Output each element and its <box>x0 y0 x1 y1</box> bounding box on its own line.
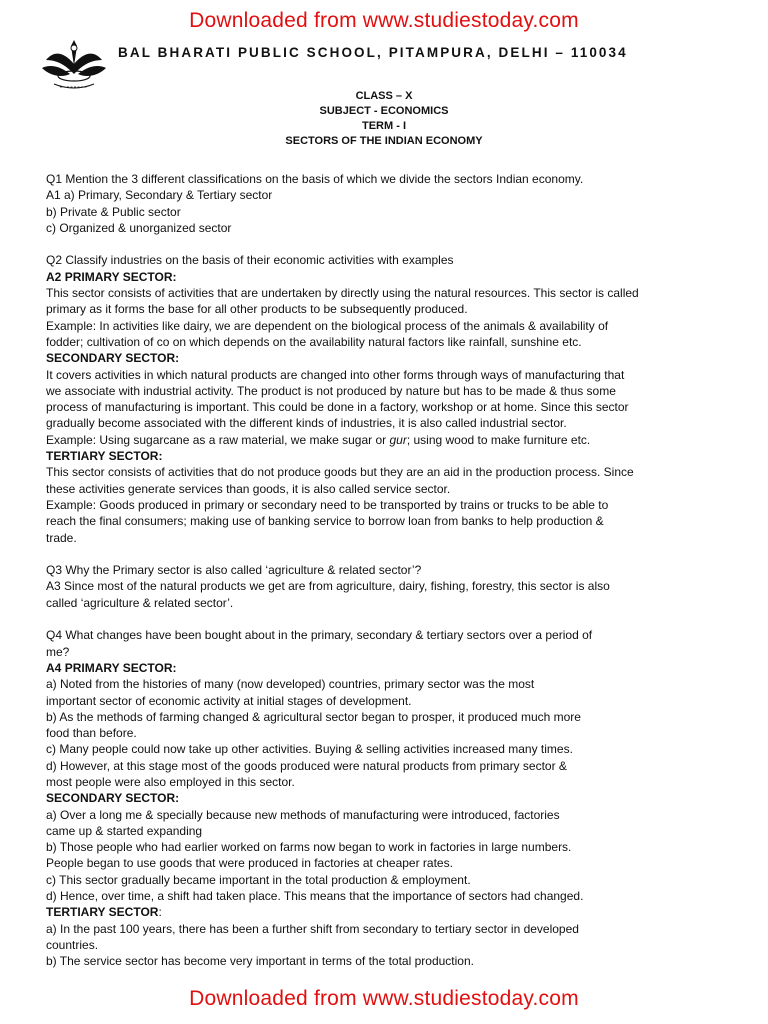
q2-primary-heading: A2 PRIMARY SECTOR: <box>46 269 177 284</box>
q4-tertiary-line: a) In the past 100 years, there has been a further shift from secondary to tertiary sector in developed <box>46 921 579 936</box>
q1-answer-line: b) Private & Public sector <box>46 204 181 219</box>
download-banner-bottom[interactable] <box>0 987 768 1011</box>
school-emblem-icon <box>40 38 108 94</box>
q4-tertiary-heading: TERTIARY SECTOR: <box>46 905 162 920</box>
gur-term: gur <box>389 432 407 447</box>
q2-tertiary-line: This sector consists of activities that do not produce goods but they are an aid in the production process. Since <box>46 465 634 480</box>
q2-question: Q2 Classify industries on the basis of their economic activities with examples <box>46 253 454 268</box>
q2-secondary-line: we associate with industrial activity. The product is not produced by nature but has to be made & thus some <box>46 383 616 398</box>
q2-answer-label: A2 <box>46 269 65 284</box>
q4-secondary-line: c) This sector gradually became important in the total production & employment. <box>46 872 471 887</box>
q4-answer-label: A4 <box>46 660 65 675</box>
q4-secondary-line: came up & started expanding <box>46 823 203 838</box>
q2-tertiary-line: Example: Goods produced in primary or secondary need to be transported by trains or trucks to be able to <box>46 497 609 512</box>
q4-secondary-line: a) Over a long me & specially because new methods of manufacturing were introduced, factories <box>46 807 560 822</box>
q4-secondary-line: b) Those people who had earlier worked on farms now began to work in factories in large numbers. <box>46 840 572 855</box>
class-line: CLASS – X <box>355 90 413 102</box>
q4-question: me? <box>46 644 70 659</box>
q2-secondary-line: It covers activities in which natural products are changed into other forms through ways of manufacturing that <box>46 367 625 382</box>
document-title: SECTORS OF THE INDIAN ECONOMY <box>285 135 483 147</box>
subject-line: SUBJECT - ECONOMICS <box>319 105 449 117</box>
q2-primary-line: fodder; cultivation of co on which depends on the availability natural factors like rainfall, sunshine etc. <box>46 334 582 349</box>
q2-secondary-line: process of manufacturing is important. This could be done in a factory, workshop or at home. Since this sector <box>46 400 629 415</box>
q4-primary-line: a) Noted from the histories of many (now developed) countries, primary sector was the most <box>46 677 535 692</box>
q2-secondary-example: Example: Using sugarcane as a raw material, we make sugar or gur; using wood to make furniture etc. <box>46 432 591 447</box>
q4-primary-line: b) As the methods of farming changed & agricultural sector began to prosper, it produced much more <box>46 709 581 724</box>
q4-question: Q4 What changes have been bought about in the primary, secondary & tertiary sectors over a period of <box>46 628 593 643</box>
q4-primary-heading: A4 PRIMARY SECTOR: <box>46 660 177 675</box>
q4-primary-line: most people were also employed in this sector. <box>46 774 295 789</box>
banner-bottom-link[interactable]: Downloaded from www.studiestoday.com <box>189 987 579 1010</box>
q4-secondary-line: People began to use goods that were produced in factories at cheaper rates. <box>46 856 453 871</box>
q4-tertiary-line: countries. <box>46 937 99 952</box>
q4-primary-line: important sector of economic activity at initial stages of development. <box>46 693 412 708</box>
q2-tertiary-line: reach the final consumers; making use of banking service to borrow loan from banks to help production & <box>46 514 604 529</box>
q2-primary-line: This sector consists of activities that are undertaken by directly using the natural resources. This sector is called <box>46 286 639 301</box>
q2-tertiary-heading: TERTIARY SECTOR: <box>46 449 163 464</box>
q3-answer-line: called ‘agriculture & related sector’. <box>46 595 234 610</box>
document-body <box>46 171 736 970</box>
term-line: TERM - I <box>362 120 406 132</box>
q4-tertiary-line: b) The service sector has become very important in terms of the total production. <box>46 954 474 969</box>
q1-answer-line: c) Organized & unorganized sector <box>46 220 232 235</box>
q3-question: Q3 Why the Primary sector is also called ‘agriculture & related sector’? <box>46 563 422 578</box>
document-heading <box>0 89 768 149</box>
download-banner-top[interactable] <box>0 9 768 33</box>
banner-top-link[interactable]: Downloaded from www.studiestoday.com <box>189 9 579 32</box>
school-name: BAL BHARATI PUBLIC SCHOOL, PITAMPURA, DELHI – 110034 <box>118 45 628 60</box>
q4-secondary-line: d) Hence, over time, a shift had taken place. This means that the importance of sectors had changed. <box>46 889 584 904</box>
q3-answer-line: A3 Since most of the natural products we get are from agriculture, dairy, fishing, forestry, this sector is also <box>46 579 610 594</box>
q2-primary-line: primary as it forms the base for all other products to be subsequently produced. <box>46 302 468 317</box>
q2-primary-line: Example: In activities like dairy, we are dependent on the biological process of the animals & availability of <box>46 318 609 333</box>
q2-tertiary-line: trade. <box>46 530 77 545</box>
q4-secondary-heading: SECONDARY SECTOR: <box>46 791 180 806</box>
q4-primary-line: c) Many people could now take up other activities. Buying & selling activities increased many times. <box>46 742 573 757</box>
q2-secondary-heading: SECONDARY SECTOR: <box>46 351 180 366</box>
q1-question: Q1 Mention the 3 different classifications on the basis of which we divide the sectors Indian economy. <box>46 172 584 186</box>
q1-answer-line: A1 a) Primary, Secondary & Tertiary sector <box>46 188 273 203</box>
q2-secondary-line: gradually become associated with the different kinds of industries, it is also called industrial sector. <box>46 416 567 431</box>
q4-primary-line: food than before. <box>46 726 137 741</box>
q4-primary-line: d) However, at this stage most of the goods produced were natural products from primary sector & <box>46 758 567 773</box>
q2-tertiary-line: these activities generate services than goods, it is also called service sector. <box>46 481 451 496</box>
